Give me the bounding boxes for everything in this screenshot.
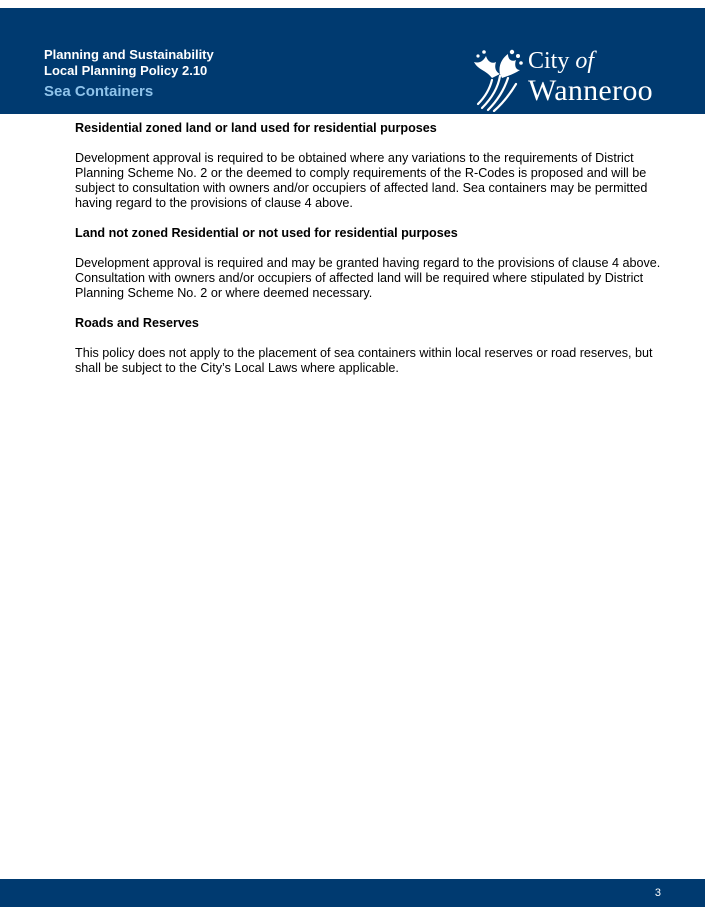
logo-wanneroo: Wanneroo <box>528 74 653 107</box>
page-footer <box>0 879 705 907</box>
city-of-wanneroo-logo <box>472 48 677 116</box>
policy-content <box>75 121 667 391</box>
section-heading: Land not zoned Residential or not used for residential purposes <box>75 226 458 240</box>
kangaroo-paw-flower-icon <box>472 48 524 112</box>
logo-city-word: City <box>528 48 570 74</box>
section-body: Development approval is required to be obtained where any variations to the requirements of District Planning Scheme No. 2 or the deemed to comply requirements of the R-Codes is proposed and will be subject to consultation with owners and/or occupiers of affected land. Sea containers may be permitted having regard to the provisions of clause 4 above. <box>75 151 648 210</box>
page-number: 3 <box>654 887 661 899</box>
section-residential <box>75 121 667 211</box>
policy-subtitle: Sea Containers <box>44 83 154 100</box>
header-title-block <box>44 47 214 101</box>
policy-title: Local Planning Policy 2.10 <box>44 63 208 78</box>
logo-of-word: of <box>575 48 595 74</box>
section-heading: Residential zoned land or land used for residential purposes <box>75 121 437 135</box>
section-non-residential <box>75 226 667 301</box>
section-roads-reserves <box>75 316 667 376</box>
page-header <box>0 8 705 114</box>
logo-city-of <box>528 48 594 74</box>
section-body: Development approval is required and may be granted having regard to the provisions of clause 4 above. Consultation with owners and/or occupiers of affected land will be required where stipulated by District Planning Scheme No. 2 or where deemed necessary. <box>75 256 661 300</box>
section-body: This policy does not apply to the placement of sea containers within local reserves or road reserves, but shall be subject to the City’s Local Laws where applicable. <box>75 346 653 375</box>
section-heading: Roads and Reserves <box>75 316 199 330</box>
department-title: Planning and Sustainability <box>44 47 214 62</box>
